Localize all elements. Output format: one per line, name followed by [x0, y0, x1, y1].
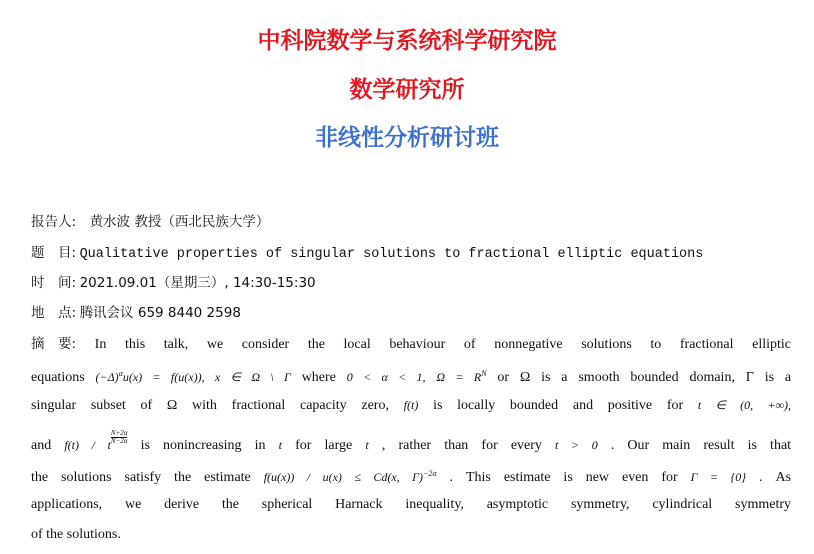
abstract-text: . As: [759, 470, 792, 485]
exponent-fraction: [111, 430, 128, 445]
abstract-text: is a: [764, 370, 792, 385]
time-row: [31, 273, 791, 294]
abstract-text: of the solutions.: [31, 527, 121, 542]
omega-rn: Ω = R: [436, 370, 482, 384]
abstract-text: applications, we derive the spherical Harnack inequality, asymptotic symmetry, cylindrical symmetry: [31, 497, 791, 512]
estimate-exponent: −2α: [422, 469, 437, 478]
eq-alpha: α: [118, 369, 123, 378]
abstract-text: . Our main result is that: [610, 438, 792, 453]
abstract-line-4: [31, 430, 791, 456]
institute-title: 中科院数学与系统科学研究院: [257, 28, 557, 54]
abstract-text: is a smooth bounded domain,: [541, 370, 735, 385]
speaker-row: [31, 212, 791, 233]
eq-rest: u(x) = f(u(x)), x ∈ Ω \ Γ: [122, 370, 291, 384]
estimate-body: f(u(x)) / u(x) ≤ Cd(x, Γ): [263, 470, 423, 484]
omega-rn-formula: [436, 370, 486, 384]
frac-numerator: N+2α: [110, 429, 128, 437]
venue-value: 腾讯会议 659 8440 2598: [79, 305, 241, 321]
abstract-text: where: [301, 370, 336, 385]
abstract-text: , rather than for every: [381, 438, 542, 453]
equation-formula: [96, 370, 291, 384]
venue-row: [31, 303, 791, 324]
abstract-text: . This estimate is new even for: [449, 470, 678, 485]
topic-row: [31, 243, 791, 265]
abstract-text: for large: [295, 438, 353, 453]
eq-operator: (−Δ): [95, 370, 119, 384]
department-title: 数学研究所: [349, 77, 465, 103]
abstract-text: the solutions satisfy the estimate: [31, 470, 251, 485]
abstract-line-7: [31, 525, 791, 545]
abstract-text: is locally bounded and positive for: [433, 398, 684, 413]
time-value: 2021.09.01（星期三）, 14:30-15:30: [79, 275, 316, 291]
topic-value: Qualitative properties of singular solutions to fractional elliptic equations: [79, 247, 704, 262]
alpha-range-formula: 0 < α < 1,: [346, 370, 426, 384]
abstract-text: is nonincreasing in: [140, 438, 266, 453]
ft-formula: f(t): [403, 398, 419, 412]
abstract-line-3: [31, 395, 791, 416]
speaker-label: 报告人:: [31, 214, 77, 230]
abstract-text-1: In this talk, we consider the local behaviour of nonnegative solutions to fractional elliptic: [94, 337, 791, 352]
t-positive-formula: t > 0: [555, 438, 598, 452]
frac-denominator: N−2α: [110, 437, 128, 445]
omega-symbol: Ω: [519, 370, 531, 385]
estimate-formula: [264, 470, 437, 484]
abstract-text: with fractional capacity zero,: [192, 398, 389, 413]
t-symbol: t: [365, 438, 369, 452]
t-symbol: t: [278, 438, 282, 452]
gamma-zero-formula: Γ = {0}: [690, 470, 747, 484]
speaker-value: 黄水波 教授（西北民族大学）: [89, 214, 270, 230]
ft-over: f(t) / t: [64, 438, 111, 452]
abstract-text: and: [31, 438, 52, 453]
abstract-line-2: [31, 364, 791, 388]
abstract-text: singular subset of: [31, 398, 153, 413]
abstract-label: 摘 要:: [31, 336, 77, 352]
topic-label: 题 目:: [31, 245, 77, 261]
abstract-text: equations: [31, 370, 85, 385]
gamma-symbol: Γ: [745, 370, 754, 385]
abstract-line-6: [31, 495, 791, 515]
time-label: 时 间:: [31, 275, 77, 291]
seminar-title: 非线性分析研讨班: [315, 125, 499, 151]
omega-symbol: Ω: [166, 398, 178, 413]
n-superscript: N: [481, 369, 487, 378]
abstract-line-1: [31, 334, 791, 355]
abstract-text: or: [497, 370, 510, 385]
abstract-line-5: [31, 464, 791, 488]
venue-label: 地 点:: [31, 305, 77, 321]
t-range-formula: t ∈ (0, +∞),: [697, 398, 791, 412]
